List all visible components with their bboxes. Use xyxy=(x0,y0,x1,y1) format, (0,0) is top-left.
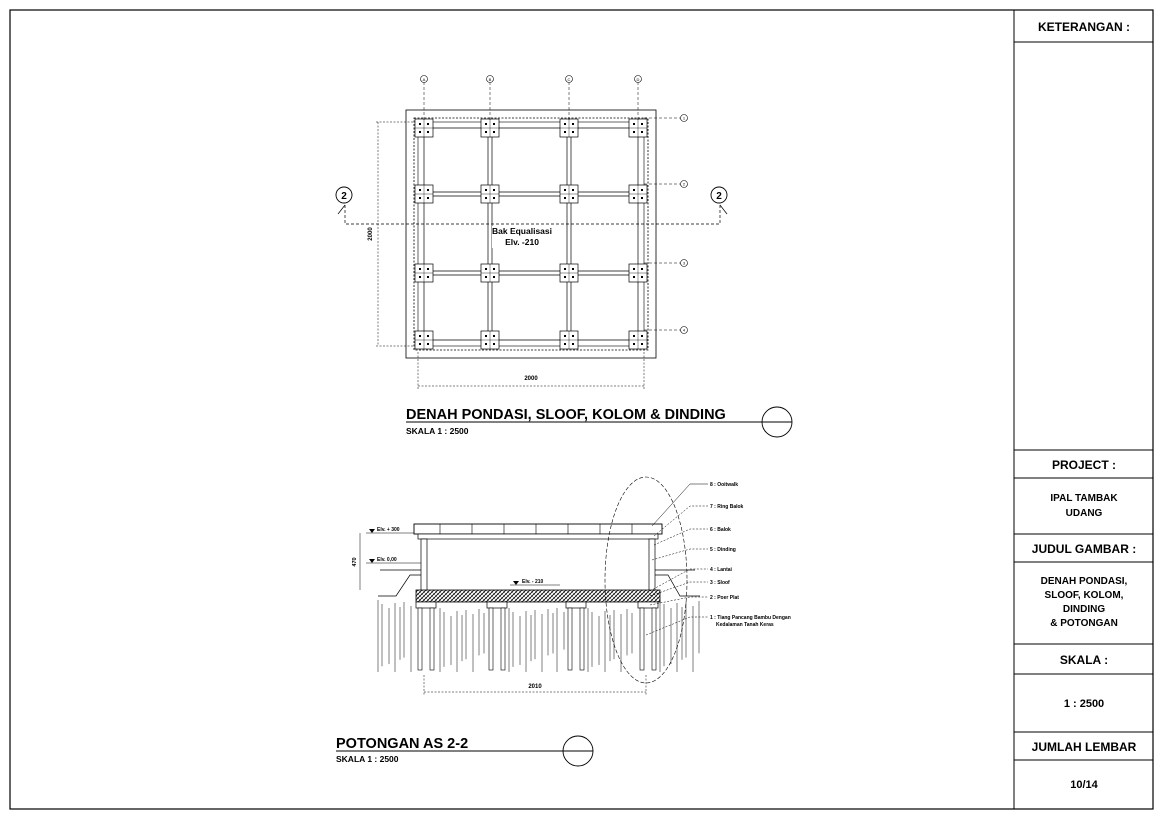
pile-cap xyxy=(481,185,499,203)
section-view xyxy=(336,477,791,766)
section-callouts xyxy=(646,482,791,635)
skala-label: SKALA : xyxy=(1059,653,1109,667)
project-line-2: UDANG xyxy=(1065,508,1103,519)
judul-line-2: SLOOF, KOLOM, xyxy=(1044,590,1124,601)
pile xyxy=(418,608,422,670)
project-line-1: IPAL TAMBAK xyxy=(1050,493,1118,504)
callout-label: 5 : Dinding xyxy=(710,547,736,553)
foundation-plan xyxy=(336,76,792,438)
pile-cap xyxy=(560,185,578,203)
callout-label: 1 : Tiang Pancang Bambu Dengan xyxy=(710,615,791,621)
section-cut-line xyxy=(336,187,727,224)
section-title: POTONGAN AS 2-2 xyxy=(336,736,469,752)
pile-cap xyxy=(629,185,647,203)
section-wall-right xyxy=(649,539,655,595)
room-name: Bak Equalisasi xyxy=(491,226,553,236)
callout-label: 4 : Lantai xyxy=(710,567,732,573)
section-dim-width-label: 2010 xyxy=(528,684,542,690)
section-marker-right-label: 2 xyxy=(716,191,722,202)
pile xyxy=(652,608,656,670)
callout-label: 6 : Balok xyxy=(710,527,731,533)
grid-label-top: D xyxy=(636,77,640,82)
grid-label-right: 1 xyxy=(682,115,686,121)
plan-scale: SKALA 1 : 2500 xyxy=(406,426,469,436)
callout-label: 2 : Poer Plat xyxy=(710,595,739,601)
pile xyxy=(489,608,493,670)
pile-cap xyxy=(629,331,647,349)
section-marker-left-label: 2 xyxy=(341,191,347,202)
plan-grid xyxy=(421,76,688,334)
callout-label: 7 : Ring Balok xyxy=(710,504,744,510)
judul-line-4: & POTONGAN xyxy=(1050,618,1118,629)
skala-value: 1 : 2500 xyxy=(1063,698,1105,710)
plan-dimension-vertical xyxy=(368,122,414,346)
title-block xyxy=(1014,10,1153,809)
pile-cap xyxy=(415,264,433,282)
plan-dim-h-label: 2000 xyxy=(524,376,538,382)
section-dim-height: 470 xyxy=(352,557,358,567)
section-scale: SKALA 1 : 2500 xyxy=(336,754,399,764)
plan-dim-v-label: 2000 xyxy=(368,227,374,241)
pile-cap xyxy=(560,119,578,137)
pile xyxy=(580,608,584,670)
jumlah-lembar-value: 10/14 xyxy=(1070,779,1098,791)
elev-ground-label: Elv. 0,00 xyxy=(377,557,397,563)
callout-label: Kedalaman Tanah Keras xyxy=(716,622,774,628)
pile-cap xyxy=(481,119,499,137)
pile-cap xyxy=(415,119,433,137)
grid-label-top: C xyxy=(567,77,571,82)
elev-top-label: Elv. + 300 xyxy=(377,527,400,533)
pile-cap xyxy=(560,331,578,349)
room-elevation: Elv. -210 xyxy=(505,237,539,247)
pile-cap xyxy=(560,264,578,282)
section-floor-slab xyxy=(416,590,660,602)
pile xyxy=(501,608,505,670)
detail-ellipse xyxy=(605,477,687,683)
pile xyxy=(568,608,572,670)
plan-title: DENAH PONDASI, SLOOF, KOLOM & DINDING xyxy=(406,407,726,423)
pile-cap xyxy=(481,264,499,282)
section-soil xyxy=(378,600,699,672)
section-wall-left xyxy=(421,539,427,595)
grid-label-top: B xyxy=(488,77,492,82)
callout-label: 8 : Ooitwalk xyxy=(710,482,739,488)
jumlah-lembar-label: JUMLAH LEMBAR xyxy=(1031,740,1137,754)
section-piles xyxy=(418,608,656,670)
pile xyxy=(430,608,434,670)
judul-line-1: DENAH PONDASI, xyxy=(1040,576,1128,587)
grid-label-right: 4 xyxy=(682,327,686,333)
section-dimension-width xyxy=(424,675,646,695)
section-ring-beam xyxy=(418,534,658,539)
grid-label-top: A xyxy=(422,77,426,82)
judul-label: JUDUL GAMBAR : xyxy=(1031,542,1137,556)
pile-cap xyxy=(629,264,647,282)
elev-bottom-label: Elv. - 210 xyxy=(522,579,544,585)
grid-label-right: 3 xyxy=(682,260,686,266)
pile-cap xyxy=(415,331,433,349)
pile-cap xyxy=(415,185,433,203)
pile xyxy=(640,608,644,670)
keterangan-label: KETERANGAN : xyxy=(1038,20,1130,34)
judul-line-3: DINDING xyxy=(1062,604,1106,615)
grid-label-right: 2 xyxy=(682,181,686,187)
callout-label: 3 : Sloof xyxy=(710,580,730,586)
pile-cap xyxy=(629,119,647,137)
pile-cap xyxy=(481,331,499,349)
project-label: PROJECT : xyxy=(1051,458,1117,472)
section-catwalk-slab xyxy=(414,524,662,534)
